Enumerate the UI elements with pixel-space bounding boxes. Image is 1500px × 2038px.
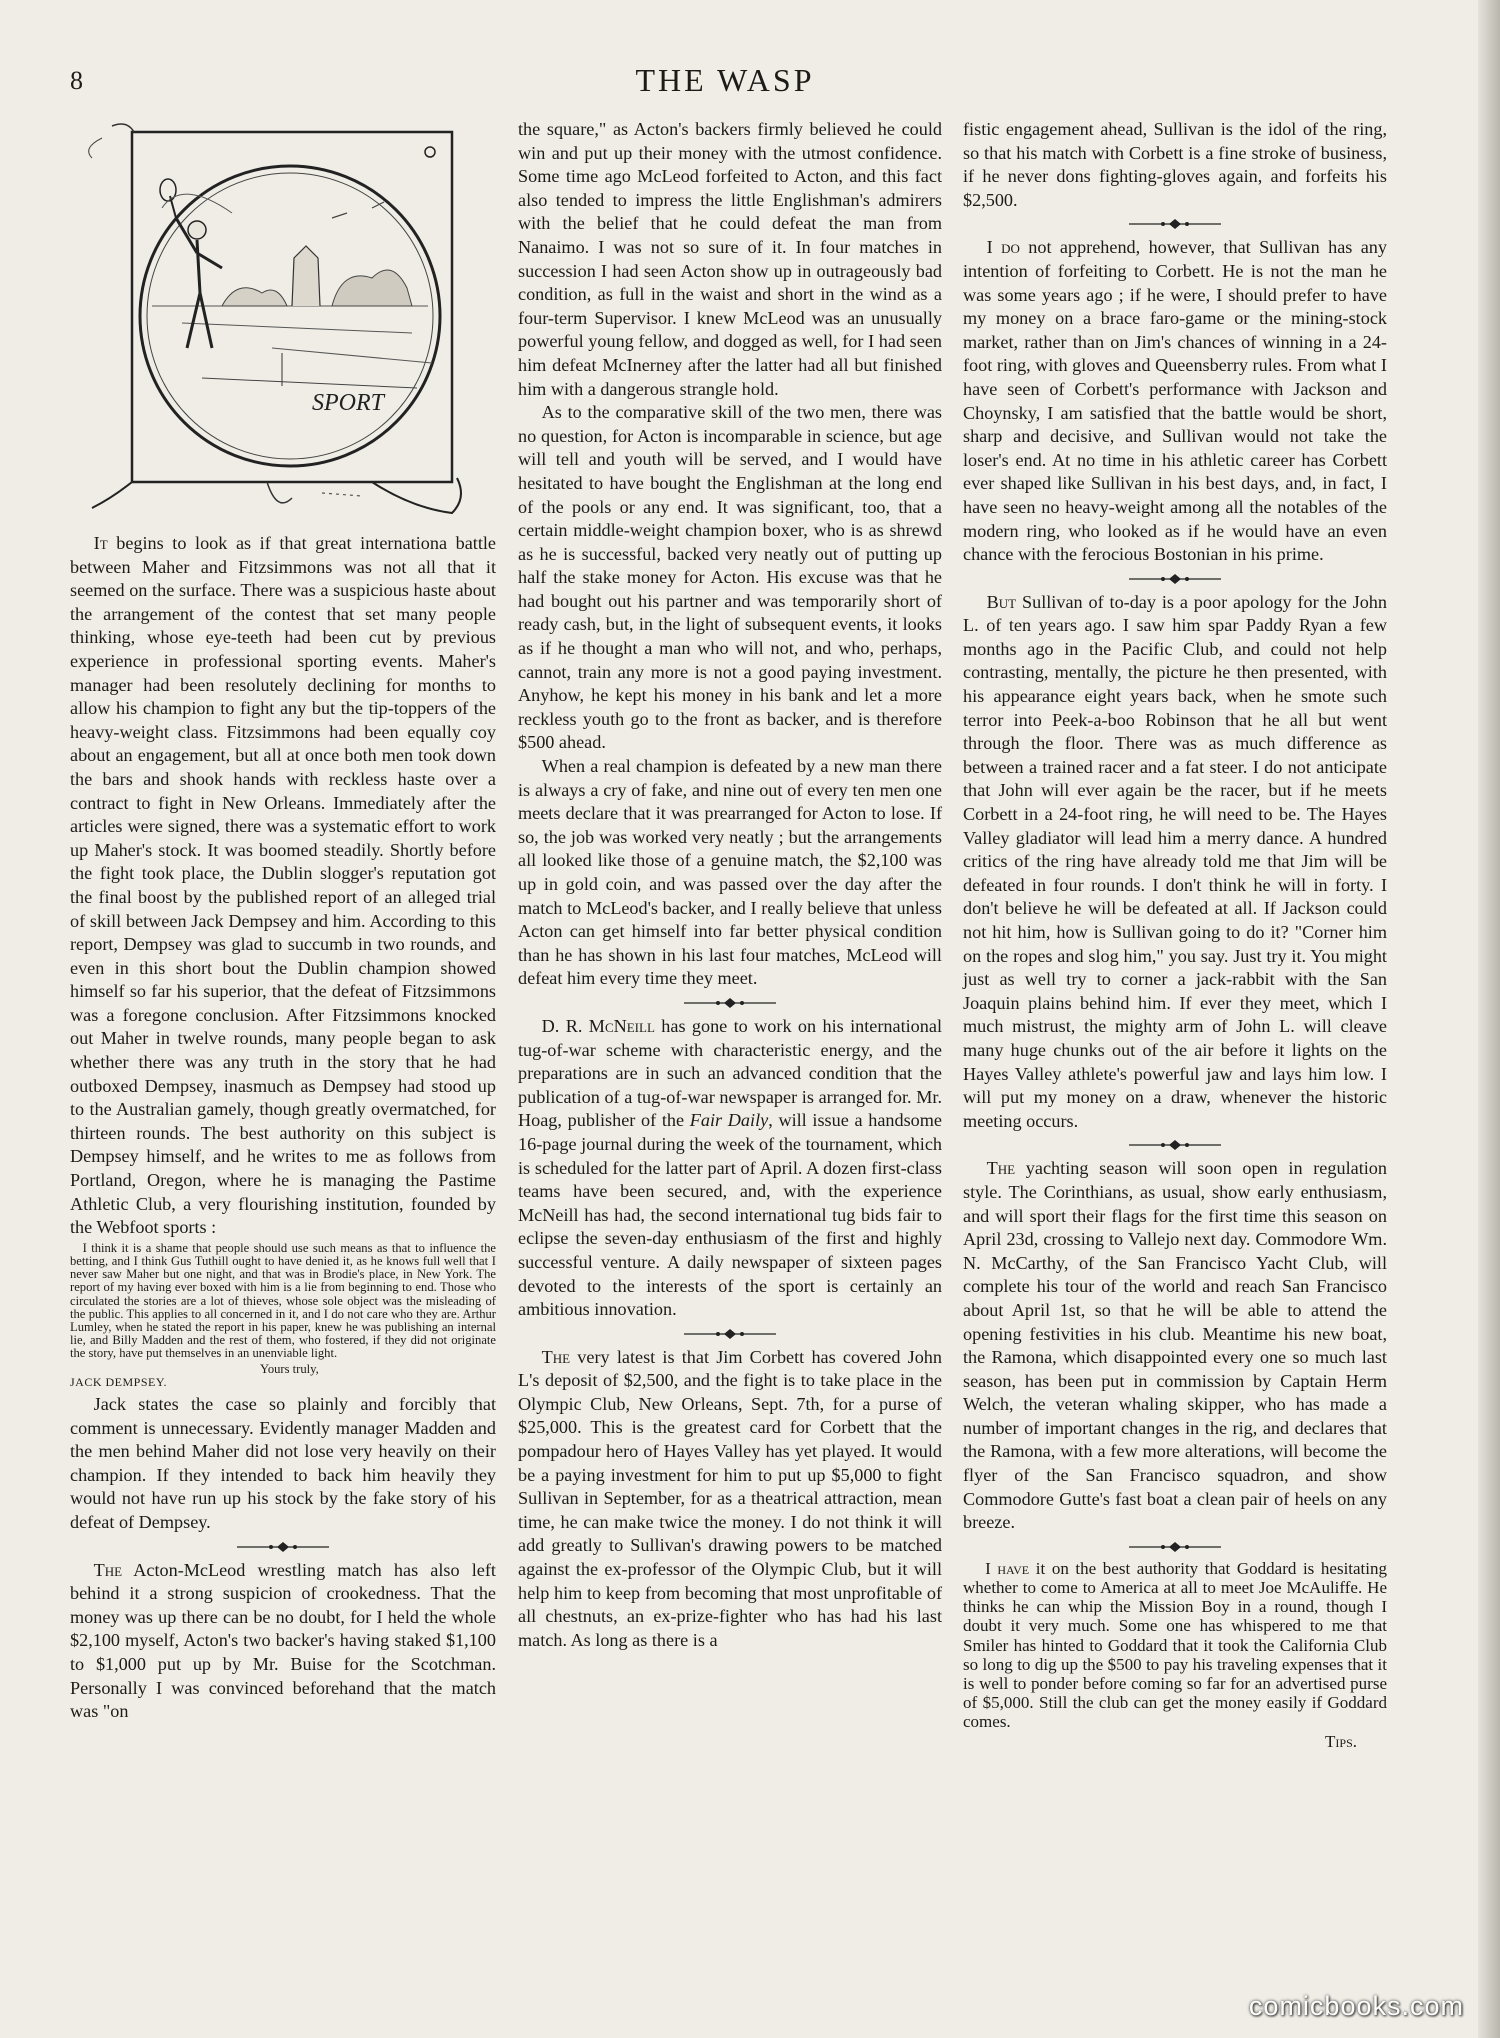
lead-word: I do: [986, 237, 1020, 258]
masthead-title: THE WASP: [635, 62, 815, 98]
article-tug-of-war: has gone to work on his international tug-of-war scheme with characteristic energy, and the preparations are in such an advanced condition that the publication of a tug-of-war newspaper is arranged for. Mr. Hoag, publisher of the: [518, 1015, 942, 1131]
column-2: [518, 118, 942, 1652]
lead-word: The: [986, 1158, 1016, 1179]
column-1: [70, 118, 496, 1724]
article-champion-defeated: When a real champion is defeated by a new man there is always a cry of fake, and nine out of every ten men one meets declare that it was prearranged for Acton to lose. If so, the job was worked very neatly ; but the arrangements all looked like those of a genuine match, the $2,100 was up in gold coin, and was passed over the day after the match to McLeod's backer, and I really believe that unless Acton can get himself into far better physical condition than he has shown in his last four matches, McLeod will defeat him every time they meet.: [518, 756, 942, 989]
lead-word: The: [541, 1346, 571, 1367]
article-acton-mcleod: Acton-McLeod wrestling match has also left behind it a strong suspicion of crookedness. That the money was up there can be no doubt, for I held the whole $2,100 myself, Acton's two backer's having staked $1,100 to $1,000 put up by Mr. Buise for the Scotchman. Personally I was convinced beforehand that the match was "on: [70, 1559, 496, 1722]
signature-line: [963, 1732, 1387, 1751]
section-divider: [963, 571, 1387, 587]
section-divider: [70, 1539, 496, 1555]
sport-label: SPORT: [312, 390, 384, 416]
article-dempsey-comment: Jack states the case so plainly and forcibly that comment is unnecessary. Evidently manager Madden and the men behind Maher did not lose very heavily on their champion. If they intended to back him heavily they would not have run up his stock by the fake story of his defeat of Dempsey.: [70, 1394, 496, 1533]
sport-vignette-image: [72, 118, 482, 518]
watermark-logo: comicbooks.com: [1248, 1991, 1464, 2021]
lead-word: The: [93, 1559, 123, 1580]
section-divider: [518, 1326, 942, 1342]
page-edge-shadow: [1478, 0, 1500, 2038]
article-comparative-skill: As to the comparative skill of the two men, there was no question, for Acton is incomparable in science, but age will tell and youth will be served, and I would have hesitated to have bought the Englishman at the long end of the pools or any end. It was significant, too, that a certain middle-weight champion boxer, who is as shrewd as he is successful, backed very neatly out of putting up half the stake money for Acton. His excuse was that he had bought out his partner and was temporarily short of ready cash, but, in the light of subsequent events, it looks as if he thought a man who will not, and who, perhaps, cannot, train any more is not a good paying investment. Anyhow, he kept his money in his bank and let a more reckless youth go to the front as backer, and is therefore $500 ahead.: [518, 402, 942, 753]
section-divider: [518, 995, 942, 1011]
article-acton-cont: the square," as Acton's backers firmly believed he could win and put up their money with the utmost confidence. Some time ago McLeod forfeited to Acton, and this fact also tended to impress the little Englishman's admirers with the belief that he could defeat the man from Nanaimo. I was not so sure of it. In four matches in succession I had seen Acton show up in outrageously bad condition, as full in the waist and short in the wind as a four-term Supervisor. I knew McLeod was an unusually powerful young fellow, and dogged as well, for I had seen him defeat McInerney after the latter had all but finished him with a dangerous strangle hold.: [518, 119, 942, 399]
article-corbett-cont: fistic engagement ahead, Sullivan is the idol of the ring, so that his match with Corbett is a fine stroke of business, if he never dons fighting-gloves again, and forfeits his $2,500.: [963, 119, 1387, 210]
article-corbett-sullivan: very latest is that Jim Corbett has covered John L's deposit of $2,500, and the fight is to take place in the Olympic Club, New Orleans, Sept. 7th, for a purse of $25,000. This is the greatest card for Corbett that the pompadour hero of Hayes Valley has yet played. It would be a paying investment for him to put up $5,000 to fight Sullivan in September, for as a theatrical attraction, mean time, he can make twice the money. I do not think it will add greatly to Sullivan's drawing powers to be matched against the ex-professor of the Olympic Club, but it will help him to keep from becoming that most unprofitable of all chestnuts, an ex-prize-fighter who has had his last match. As long as there is a: [518, 1346, 942, 1650]
sport-illustration: [72, 118, 482, 518]
letter-signature: JACK DEMPSEY.: [70, 1374, 167, 1389]
article-forfeiting: not apprehend, however, that Sullivan has any intention of forfeiting to Corbett. He is not the man he was some years ago ; if he were, I should prefer to have my money on a brace faro-game or the mining-stock market, rather than on Jim's chances of winning in a 24-foot ring, with gloves and Queensberry rules. From what I have seen of Corbett's performance with Jackson and Choynsky, I am satisfied that the battle would be short, sharp and decisive, and Sullivan would not take the loser's end. At no time in his athletic career has Corbett ever shaped like Sullivan in his best days, and, in fact, I have seen no heavy-weight among all the notables of the modern ring, who looked as if he would have an even chance with the ferocious Bostonian in his prime.: [963, 237, 1387, 565]
article-sullivan-today: Sullivan of to-day is a poor apology for the John L. of ten years ago. I saw him spar Paddy Ryan a few months ago in the Pacific Club, and could not help contrasting, mentally, the picture he then presented, with his appearance eight years back, when he smote such terror into Peek-a-boo Robinson that he all but went through the floor. There was as much difference as between a trained racer and a fat steer. I do not anticipate that John will ever again be the racer, but if he meets Corbett in a 24-foot ring, he will need to be. The Hayes Valley gladiator will lead him a merry dance. A hundred critics of the ring have already told me that Jim will be defeated in four rounds. I don't think he will in forty. I don't believe he will be defeated at all. If Jackson could not hit him, how is Sullivan going to do it? "Corner him on the ropes and slog him," you say. Just try it. You might just as well try to corner a jack-rabbit with the San Joaquin plains behind him. If ever they meet, which I much mistrust, the mighty arm of John L. will cleave many huge chunks out of the air before it lights on the Hayes Valley athlete's powerful jaw and lays him low. I will put my money on a draw, whenever the historic meeting occurs.: [963, 591, 1387, 1131]
article-yachting: yachting season will soon open in regulation style. The Corinthians, as usual, show early enthusiasm, and will sport their flags for the first time this season on April 23d, crossing to Vallejo next day. Commodore Wm. N. McCarthy, of the San Francisco Yacht Club, will complete his tour of the world and reach San Francisco about April 1st, so that he will be able to attend the opening festivities in his club. Meantime his new boat, the Ramona, which disappointed every one so much last season, has been put in commission by Captain Herm Welch, the veteran whaling skipper, who has made a number of important changes in the rig, and declares that the Ramona, with a few more alterations, will become the flyer of the San Francisco squadron, and show Commodore Gutte's fast boat a clean pair of heels on any breeze.: [963, 1158, 1387, 1533]
column-3: [963, 118, 1387, 1751]
letter-closing: Yours truly,: [260, 1361, 319, 1376]
lead-word: D. R. McNeill: [541, 1015, 655, 1036]
section-divider: [963, 1137, 1387, 1153]
dempsey-letter-body: I think it is a shame that people should use such means as that to influence the betting, and I think Gus Tuthill ought to have denied it, as he knows full well that I never saw Maher but one night, and that was in Brodie's place, in New York. The report of my having ever boxed with him is a lie from beginning to end. Those who circulated the stories are a lot of thieves, whose sole object was the misleading of the public. This applies to all concerned in it, and I do not care who they are. Arthur Lumley, when he stated the report in his paper, knew he was publishing an internal lie, and Billy Madden and the rest of them, who fostered, if they did not originate the story, have put themselves in an unenviable light.: [70, 1240, 496, 1361]
lead-word: I have: [985, 1558, 1030, 1578]
lead-word: But: [986, 591, 1017, 612]
dempsey-letter: [70, 1242, 496, 1389]
section-divider: [963, 1539, 1387, 1555]
author-signature: Tips.: [1325, 1731, 1357, 1751]
newspaper-title: Fair Daily: [689, 1110, 769, 1131]
article-tug-of-war-cont: , will issue a handsome 16-page journal during the week of the tournament, which is scheduled for the latter part of April. A dozen first-class teams have been secured, and, with the experience McNeill has had, the second international tug bids fair to eclipse the seven-day enthusiasm of the first and highly successful venture. A daily newspaper of sixteen pages devoted to the interests of the sport is certainly an ambitious innovation.: [518, 1110, 942, 1320]
article-maher-fitzsimmons: begins to look as if that great internationa battle between Maher and Fitzsimmons was not all that it seemed on the surface. There was a suspicious haste about the arrangement of the contest that set many people thinking, whose eye-teeth had been cut by previous experience in professional sporting events. Maher's manager had been resolutely declining for months to allow his champion to fight any but the tip-toppers of the heavy-weight class. Fitzsimmons had been equally coy about an engagement, but all at once both men took down the bars and shook hands with reckless haste over a contract to fight in New Orleans. Immediately after the articles were signed, there was a systematic effort to work up Maher's stock. It was boomed steadily. Shortly before the fight took place, the Dublin slogger's reputation got the final boost by the published report of an alleged trial of skill between Jack Dempsey and him. According to this report, Dempsey was glad to succumb in two rounds, and even in this short bout the Dublin champion showed himself so far his superior, that the defeat of Fitzsimmons was a foregone conclusion. After Fitzsimmons knocked out Maher in twelve rounds, many people began to ask whether there was any truth in the story that he had outboxed Dempsey, inasmuch as Dempsey had stood up to the Australian gamely, though greatly overmatched, for thirteen rounds. The best authority on this subject is Dempsey himself, and he writes to me as follows from Portland, Oregon, where he is managing the Pastime Athletic Club, a very flourishing institution, founded by the Webfoot sports :: [70, 533, 496, 1238]
page-number: 8: [70, 66, 83, 95]
article-goddard: it on the best authority that Goddard is hesitating whether to come to America at all to meet Joe McAuliffe. He thinks he can whip the Mission Boy in a round, though I doubt it very much. Some one has whispered to me that Smiler has hinted to Goddard that it took the California Club so long to dig up the $500 to pay his traveling expenses that it is well to ponder before coming so far for an advertised purse of $5,000. Still the club can get the money easily if Goddard comes.: [963, 1558, 1388, 1732]
section-divider: [963, 216, 1387, 232]
lead-word: It: [93, 533, 108, 553]
